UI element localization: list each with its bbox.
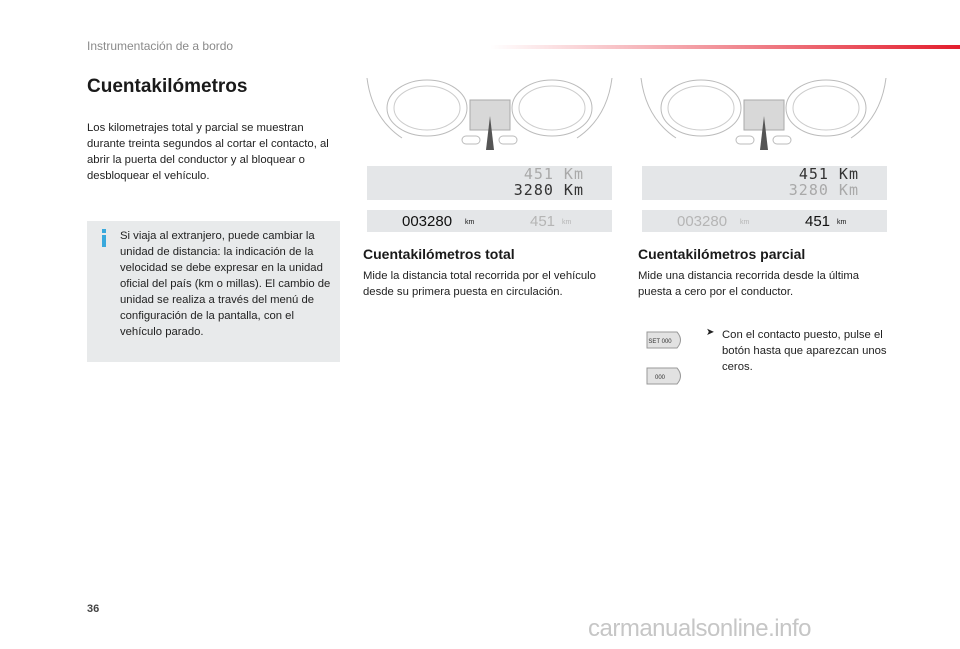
page-number: 36	[87, 603, 100, 615]
info-text: Si viaja al extranjero, puede cambiar la unidad de distancia: la indicación de la velocidad se debe expresar en la unidad oficial del país (km o millas). El cambio de unidad se realiza a través del menú de configuración de la pantalla, con el vehículo parado.	[120, 230, 331, 338]
lcd-total-line: 3280 Km	[513, 181, 584, 199]
odo-total-unit: km	[465, 219, 475, 226]
reset-button-label: 000	[654, 375, 666, 381]
odo-total-unit-partial: km	[740, 219, 750, 226]
partial-odometer-title: Cuentakilómetros parcial	[638, 246, 806, 262]
lcd-total-line-partial: 3280 Km	[788, 181, 859, 199]
page-title: Cuentakilómetros	[87, 76, 248, 97]
instrument-cluster-illustration-total	[362, 78, 617, 158]
odo-trip-unit-partial: km	[837, 219, 847, 226]
reset-button-illustration-set	[645, 330, 685, 350]
odo-total-value-partial: 003280	[677, 213, 728, 230]
lcd-display-total	[367, 166, 612, 200]
total-odometer-text: Mide la distancia total recorrida por el vehículo desde su primera puesta en circulación.	[363, 270, 596, 298]
header-title: Instrumentación de a bordo	[87, 39, 234, 53]
bullet-arrow-icon: ➤	[706, 327, 715, 338]
header-accent-line	[490, 45, 960, 49]
odometer-bar-partial	[642, 210, 887, 232]
instrument-cluster-illustration-partial	[636, 78, 891, 158]
reset-button-label-set: SET 000	[648, 339, 672, 345]
bullet-text: Con el contacto puesto, pulse el botón hasta que aparezcan unos ceros.	[722, 329, 887, 373]
lcd-trip-line: 451 Km	[523, 165, 584, 183]
reset-button-illustration	[645, 366, 685, 386]
lcd-display-partial	[642, 166, 887, 200]
odo-trip-value-partial: 451	[805, 213, 831, 230]
lcd-trip-line-partial: 451 Km	[798, 165, 859, 183]
odo-total-value: 003280	[402, 213, 453, 230]
total-odometer-title: Cuentakilómetros total	[363, 246, 515, 262]
odo-trip-unit: km	[562, 219, 572, 226]
partial-odometer-text: Mide una distancia recorrida desde la última puesta a cero por el conductor.	[638, 270, 860, 298]
odo-trip-value: 451	[530, 213, 556, 230]
watermark: carmanualsonline.info	[588, 615, 811, 642]
intro-paragraph: Los kilometrajes total y parcial se muestran durante treinta segundos al cortar el contacto, al abrir la puerta del conductor y al bloquear o desbloquear el vehículo.	[87, 122, 329, 182]
odometer-bar-total	[367, 210, 612, 232]
info-icon	[97, 229, 111, 247]
